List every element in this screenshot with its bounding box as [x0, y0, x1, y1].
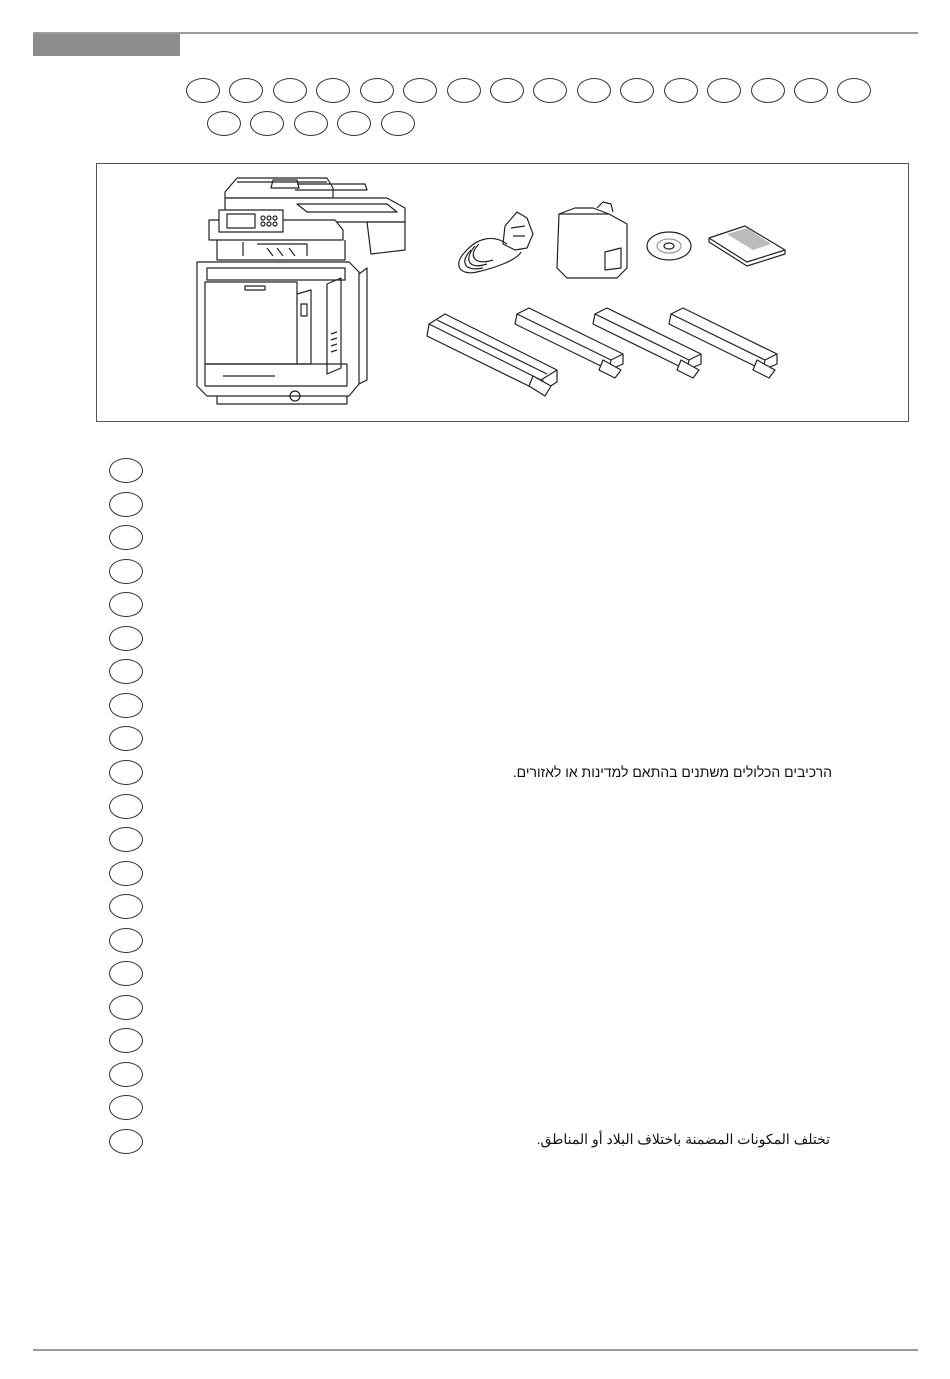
language-row-badge	[109, 458, 143, 483]
language-badge	[490, 78, 524, 103]
language-badge	[751, 78, 785, 103]
printer-illustration	[197, 178, 405, 404]
language-row-badge	[109, 827, 143, 852]
language-badge	[707, 78, 741, 103]
package-contents-figure	[96, 163, 909, 422]
language-badge	[273, 78, 307, 103]
language-badge	[337, 111, 371, 136]
language-row-badge	[109, 659, 143, 684]
language-badge	[229, 78, 263, 103]
language-row-badge	[109, 559, 143, 584]
package-contents-illustration	[97, 164, 910, 423]
language-row-badge	[109, 794, 143, 819]
language-badge	[360, 78, 394, 103]
language-row-badge	[109, 492, 143, 517]
language-badge	[664, 78, 698, 103]
language-badge	[250, 111, 284, 136]
language-row-badge	[109, 894, 143, 919]
power-cord-illustration	[459, 212, 533, 273]
language-badge	[447, 78, 481, 103]
language-row-badge	[109, 1028, 143, 1053]
language-row-badge	[109, 861, 143, 886]
footer-rule	[33, 1349, 918, 1351]
language-badge	[533, 78, 567, 103]
toner-containers-illustration	[427, 308, 777, 396]
language-badge	[186, 78, 220, 103]
language-row-badge	[109, 726, 143, 751]
language-badge	[403, 78, 437, 103]
language-row-badge	[109, 760, 143, 785]
language-row-badge	[109, 1062, 143, 1087]
note-hebrew: הרכיבים הכלולים משתנים בהתאם למדינות או לאזורים.	[512, 764, 832, 780]
language-badge	[620, 78, 654, 103]
language-row-badge	[109, 693, 143, 718]
language-badge	[316, 78, 350, 103]
cd-rom-illustration	[647, 232, 691, 260]
language-row-badge	[109, 626, 143, 651]
language-row-badge	[109, 928, 143, 953]
language-badge	[837, 78, 871, 103]
language-row-badge	[109, 1095, 143, 1120]
language-row-badge	[109, 961, 143, 986]
language-badge	[207, 111, 241, 136]
guide-booklet-illustration	[709, 226, 785, 266]
language-badge	[381, 111, 415, 136]
language-row-badge	[109, 1129, 143, 1154]
header-section-tab	[33, 34, 180, 56]
language-badge	[294, 111, 328, 136]
language-badge	[577, 78, 611, 103]
note-arabic: تختلف المكونات المضمنة باختلاف البلاد أو المناطق.	[536, 1131, 830, 1147]
language-row-badge	[109, 995, 143, 1020]
waste-toner-box-illustration	[557, 202, 627, 278]
language-row-badge	[109, 592, 143, 617]
language-row-badge	[109, 525, 143, 550]
language-badge	[794, 78, 828, 103]
